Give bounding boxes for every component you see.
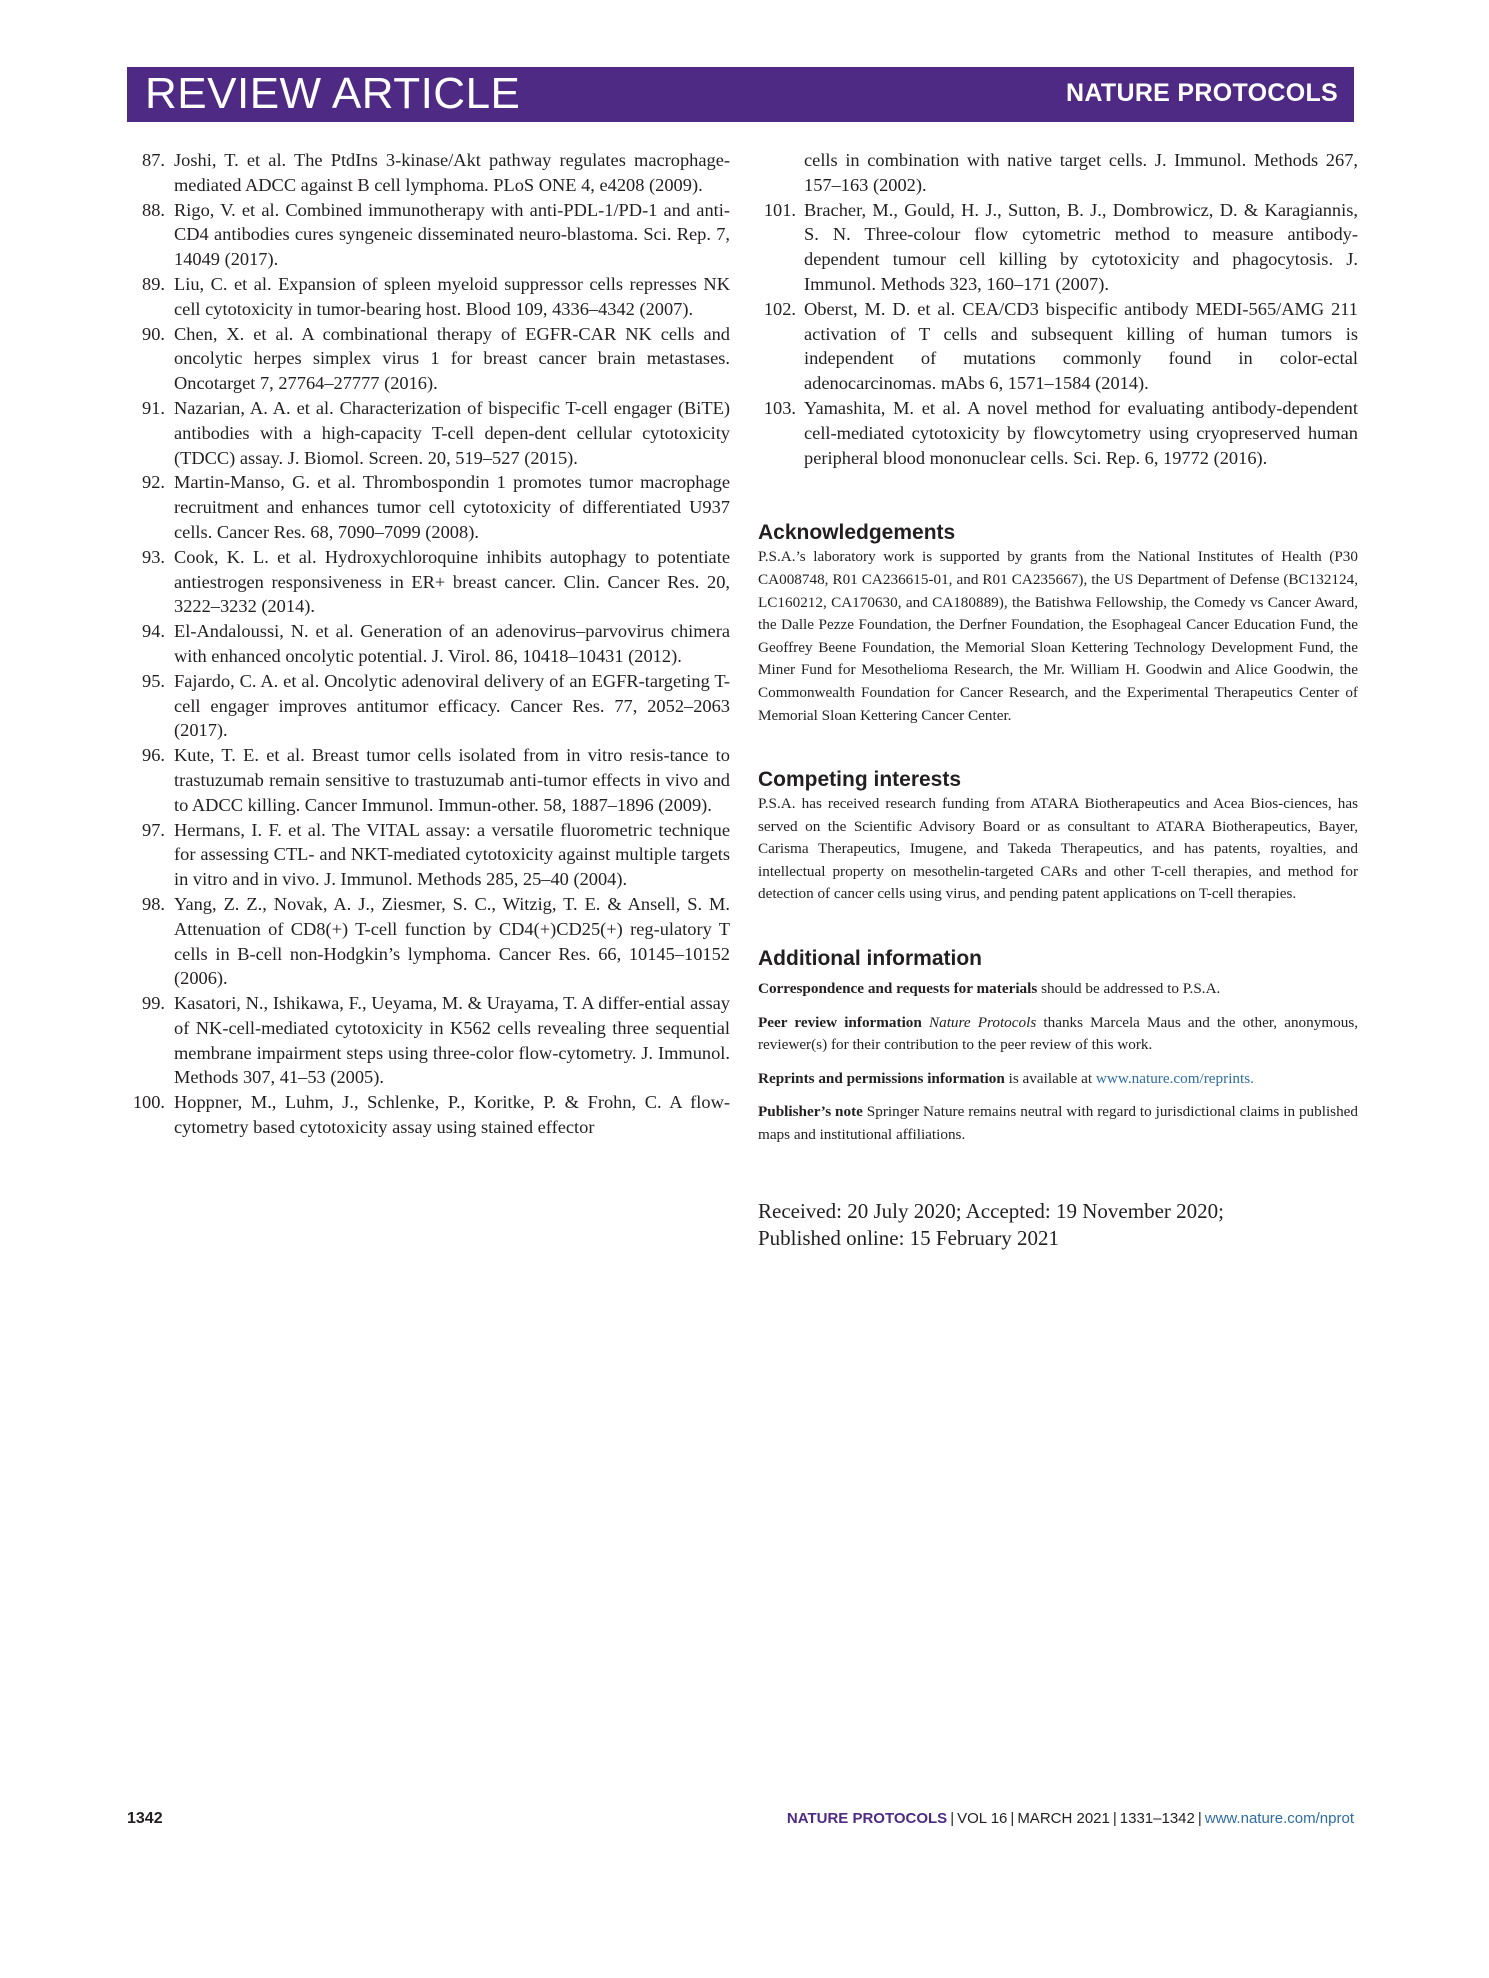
reference-item: 96. Kute, T. E. et al. Breast tumor cells isolated from in vitro resis-tance to trastuzumab remain sensitive to trastuzumab anti-tumor effects in vivo and to ADCC killing. Cancer Immunol. Immun-other. 58, 1887–1896 (2009). — [142, 745, 730, 815]
reference-item: 102. Oberst, M. D. et al. CEA/CD3 bispecific antibody MEDI-565/AMG 211 activation of T cells and subsequent killing of human tumors is independent of mutations commonly found in color-ectal adenocarcinomas. mAbs 6, 1571–1584 (2014). — [763, 298, 1358, 394]
reference-item: 94. El-Andaloussi, N. et al. Generation of an adenovirus–parvovirus chimera with enhanced oncolytic potential. J. Virol. 86, 10418–10431 (2012). — [142, 621, 730, 666]
reference-item: 95. Fajardo, C. A. et al. Oncolytic adenoviral delivery of an EGFR-targeting T-cell engager improves antitumor efficacy. Cancer Res. 77, 2052–2063 (2017). — [142, 670, 730, 741]
publisher-note: Publisher’s note Springer Nature remains neutral with regard to jurisdictional claims in published maps and institutional affiliations. — [758, 1103, 1359, 1144]
peer-review-note: Peer review information Nature Protocols thanks Marcela Maus and the other, anonymous, reviewer(s) for their contribution to the peer review of this work. — [758, 1013, 1359, 1054]
footer-url-link[interactable]: www.nature.com/nprot — [1204, 1810, 1354, 1827]
correspondence-note: Correspondence and requests for materials should be addressed to P.S.A. — [758, 980, 1221, 998]
article-type-label: REVIEW ARTICLE — [145, 69, 521, 118]
reference-item: 98. Yang, Z. Z., Novak, A. J., Ziesmer, S. C., Witzig, T. E. & Ansell, S. M. Attenuation of CD8(+) T-cell function by CD4(+)CD25(+) reg-ulatory T cells in B-cell non-Hodgkin’s lymphoma. Cancer Res. 66, 10145–10152 (2006). — [142, 893, 730, 989]
reference-item-continued: cells in combination with native target cells. J. Immunol. Methods 267, 157–163 (2002). — [804, 150, 1358, 195]
reference-item: 101. Bracher, M., Gould, H. J., Sutton, B. J., Dombrowicz, D. & Karagiannis, S. N. Three-colour flow cytometric method to measure antibody-dependent tumour cell killing by cytotoxicity and phagocytosis. J. Immunol. Methods 323, 160–171 (2007). — [763, 199, 1358, 294]
received-accepted-dates: Received: 20 July 2020; Accepted: 19 November 2020; — [758, 1198, 1224, 1223]
footer-pages: 1331–1342 — [1119, 1810, 1195, 1827]
competing-interests-heading: Competing interests — [758, 768, 962, 792]
footer-journal: NATURE PROTOCOLS — [786, 1810, 948, 1827]
acknowledgements-body: P.S.A.’s laboratory work is supported by grants from the National Institutes of Health (P30 CA008748, R01 CA236615-01, and R01 CA235667), the US Department of Defense (BC132124, LC160212, CA170630, and CA180889), the Batishwa Fellowship, the Comedy vs Cancer Award, the Dalle Pezze Foundation, the Derfner Foundation, the Esophageal Cancer Education Fund, the Geoffrey Beene Foundation, the Memorial Sloan Kettering Technology Development Fund, the Miner Fund for Mesothelioma Research, the Mr. William H. Goodwin and Alice Goodwin, the Commonwealth Foundation for Cancer Research, and the Experimental Therapeutics Center of Memorial Sloan Kettering Cancer Center. — [758, 548, 1358, 724]
reference-item: 90. Chen, X. et al. A combinational therapy of EGFR-CAR NK cells and oncolytic herpes simplex virus 1 for breast cancer brain metastases. Oncotarget 7, 27764–27777 (2016). — [142, 323, 730, 394]
published-date: Published online: 15 February 2021 — [758, 1225, 1059, 1250]
footer-citation: NATURE PROTOCOLS | VOL 16 | MARCH 2021 | 1331–1342 | www.nature.com/nprot — [786, 1810, 1354, 1827]
competing-interests-body: P.S.A. has received research funding from ATARA Biotherapeutics and Acea Bios-ciences, has served on the Scientific Advisory Board or as consultant to ATARA Biotherapeutics, Bayer, Carisma Therapeutics, Imugene, and Takeda Therapeutics, and has patents, royalties, and intellectual property on mesothelin-targeted CARs and other T-cell therapies, and method for detection of cancer cells using virus, and pending patent applications on T-cell therapies. — [758, 795, 1358, 903]
page-number: 1342 — [127, 1810, 163, 1827]
reference-item: 97. Hermans, I. F. et al. The VITAL assay: a versatile fluorometric technique for assessing CTL- and NKT-mediated cytotoxicity against multiple targets in vitro and in vivo. J. Immunol. Methods 285, 25–40 (2004). — [142, 819, 730, 890]
reference-item: 89. Liu, C. et al. Expansion of spleen myeloid suppressor cells represses NK cell cytotoxicity in tumor-bearing host. Blood 109, 4336–4342 (2007). — [142, 273, 730, 319]
footer-issue: MARCH 2021 — [1017, 1810, 1110, 1827]
footer-volume: VOL 16 — [957, 1810, 1008, 1827]
additional-information-heading: Additional information — [758, 947, 982, 971]
journal-header-bar — [127, 67, 1354, 122]
reference-item: 93. Cook, K. L. et al. Hydroxychloroquine inhibits autophagy to potentiate antiestrogen responsiveness in ER+ breast cancer. Clin. Cancer Res. 20, 3222–3232 (2014). — [142, 546, 730, 617]
references-left-column — [127, 148, 730, 1140]
reference-item: 92. Martin-Manso, G. et al. Thrombospondin 1 promotes tumor macrophage recruitment and enhances tumor cell cytotoxicity of differentiated U937 cells. Cancer Res. 68, 7090–7099 (2008). — [142, 472, 730, 542]
reference-item: 87. Joshi, T. et al. The PtdIns 3-kinase/Akt pathway regulates macrophage-mediated ADCC against B cell lymphoma. PLoS ONE 4, e4208 (2009). — [142, 150, 730, 195]
reference-item: 100. Hoppner, M., Luhm, J., Schlenke, P., Koritke, P. & Frohn, C. A flow-cytometry based cytotoxicity assay using stained effector — [132, 1092, 730, 1138]
reference-item: 99. Kasatori, N., Ishikawa, F., Ueyama, M. & Urayama, T. A differ-ential assay of NK-cell-mediated cytotoxicity in K562 cells revealing three sequential membrane impairment steps using three-color flow-cytometry. J. Immunol. Methods 307, 41–53 (2005). — [142, 993, 730, 1088]
reprints-link[interactable]: www.nature.com/reprints. — [1095, 1069, 1254, 1087]
journal-name: NATURE PROTOCOLS — [1066, 79, 1338, 107]
right-column — [758, 148, 1358, 1252]
reference-item: 91. Nazarian, A. A. et al. Characterization of bispecific T-cell engager (BiTE) antibodies with a high-capacity T-cell depen-dent cellular cytotoxicity (TDCC) assay. J. Biomol. Screen. 20, 519–527 (2015). — [142, 397, 730, 468]
reprints-note: Reprints and permissions information is available at www.nature.com/reprints. — [758, 1069, 1254, 1087]
reference-item: 88. Rigo, V. et al. Combined immunotherapy with anti-PDL-1/PD-1 and anti-CD4 antibodies cures syngeneic disseminated neuro-blastoma. Sci. Rep. 7, 14049 (2017). — [142, 199, 730, 270]
acknowledgements-heading: Acknowledgements — [758, 521, 956, 545]
reference-item: 103. Yamashita, M. et al. A novel method for evaluating antibody-dependent cell-mediated cytotoxicity by flowcytometry using cryopreserved human peripheral blood mononuclear cells. Sci. Rep. 6, 19772 (2016). — [763, 397, 1358, 468]
